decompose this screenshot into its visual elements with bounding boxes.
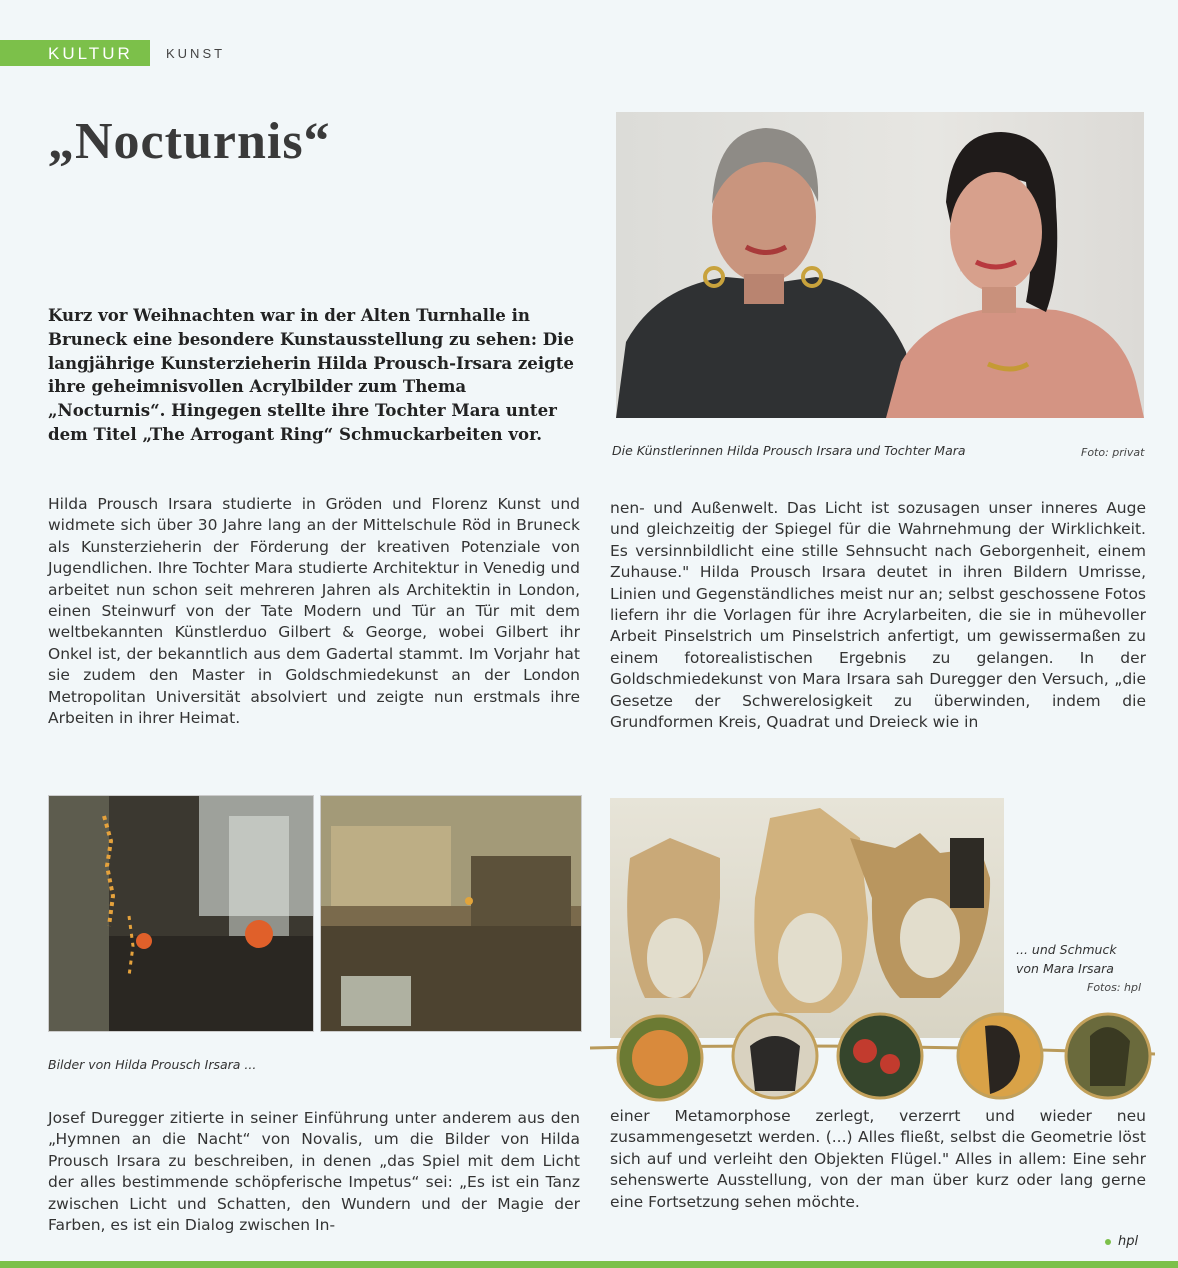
subsection-label: KUNST (166, 46, 226, 61)
section-label: KULTUR (48, 44, 133, 63)
body-paragraph-1: Hilda Prousch Irsara studierte in Gröden und Florenz Kunst und widmete sich über 30 Jahre lang an der Mittelschule Röd in Bruneck als Kunsterzieherin der Förderung der kreativen Potenziale von Jugendlichen. Ihre Tochter Mara studierte Architektur in Venedig und arbeitet nun schon seit mehreren Jahren als Architektin in London, einen Steinwurf von der Tate Modern und Tür an Tür mit dem weltbekannten Künstlerduo Gilbert & George, wobei Gilbert ihr Onkel ist, der bekanntlich aus dem Gadertal stammt. Im Vorjahr hat sie zudem den Master in Goldschmiedekunst an der London Metropolitan Universität absolviert und zeigte nun erstmals ihre Arbeiten in ihrer Heimat. (48, 495, 580, 728)
rings-caption-line1: ... und Schmuck (1016, 942, 1117, 957)
signature-bullet-icon (1105, 1239, 1111, 1245)
painting-image-1 (48, 795, 314, 1032)
article-title: „Nocturnis“ (48, 113, 331, 170)
portrait-illustration (616, 112, 1144, 418)
body-paragraph-4: einer Metamorphose zerlegt, verzerrt und wieder neu zusammengesetzt werden. (...) Alles fließt, selbst die Geometrie löst sich auf und verleiht den Objekten Flügel." Alles in allem: Eine sehr sehenswerte Ausstellung, von der man über kurz oder lang gerne eine Fortsetzung sehen möchte. (610, 1107, 1146, 1211)
painting-1-art (49, 796, 313, 1031)
footer-bar (0, 1261, 1178, 1268)
rings-caption-line2: von Mara Irsara (1016, 961, 1114, 976)
portrait-caption: Die Künstlerinnen Hilda Prousch Irsara und Tochter Mara (612, 443, 966, 458)
lead-paragraph: Kurz vor Weihnachten war in der Alten Turnhalle in Bruneck eine besondere Kunstausstellung zu sehen: Die langjährige Kunsterzieherin Hilda Prousch-Irsara zeigte ihre geheimnisvollen Acrylbilder zum Thema „Nocturnis“. Hingegen stellte ihre Tochter Mara unter dem Titel „The Arrogant Ring“ Schmuckarbeiten vor. (48, 305, 575, 444)
author-signature: hpl (1118, 1234, 1139, 1249)
bracelet-photo (590, 1006, 1155, 1104)
body-paragraph-3: Josef Duregger zitierte in seiner Einführung unter anderem aus den „Hymnen an die Nacht“ von Novalis, um die Bilder von Hilda Prousch Irsara zu beschreiben, in denen „das Spiel mit dem Licht der alles bestimmende schöpferische Impetus“ sei: „Es ist ein Tanz zwischen Licht und Schatten, den Wundern und der Magie der Farben, es ist ein Dialog zwischen In- (48, 1109, 580, 1235)
rings-credit: Fotos: hpl (1087, 981, 1142, 994)
rings-photo (610, 798, 1004, 1038)
painting-image-2 (320, 795, 582, 1032)
paintings-caption: Bilder von Hilda Prousch Irsara ... (48, 1057, 257, 1072)
rings-illustration (610, 798, 1004, 1038)
body-paragraph-2: nen- und Außenwelt. Das Licht ist sozusagen unser inneres Auge und gleichzeitig der Spiegel für die Wahrnehmung der Wirklichkeit. Es versinnbildlicht eine stille Sehnsucht nach Geborgenheit, einem Zuhause." Hilda Prousch Irsara deutet in ihren Bildern Umrisse, Linien und Gegenständliches meist nur an; selbst geschossene Fotos liefern ihr die Vorlagen für ihre Acrylarbeiten, die sie in mühevoller Arbeit Pinselstrich um Pinselstrich anfertigt, um gewissermaßen zu einem fotorealistischen Ergebnis zu gelangen. In der Goldschmiedekunst von Mara Irsara sah Duregger den Versuch, „die Gesetze der Schwerelosigkeit zu überwinden, indem die Grundformen Kreis, Quadrat und Dreieck wie in (610, 499, 1146, 732)
portrait-credit: Foto: privat (1081, 446, 1145, 459)
painting-2-art (321, 796, 581, 1031)
bracelet-illustration (590, 1006, 1155, 1104)
portrait-photo (616, 112, 1144, 418)
